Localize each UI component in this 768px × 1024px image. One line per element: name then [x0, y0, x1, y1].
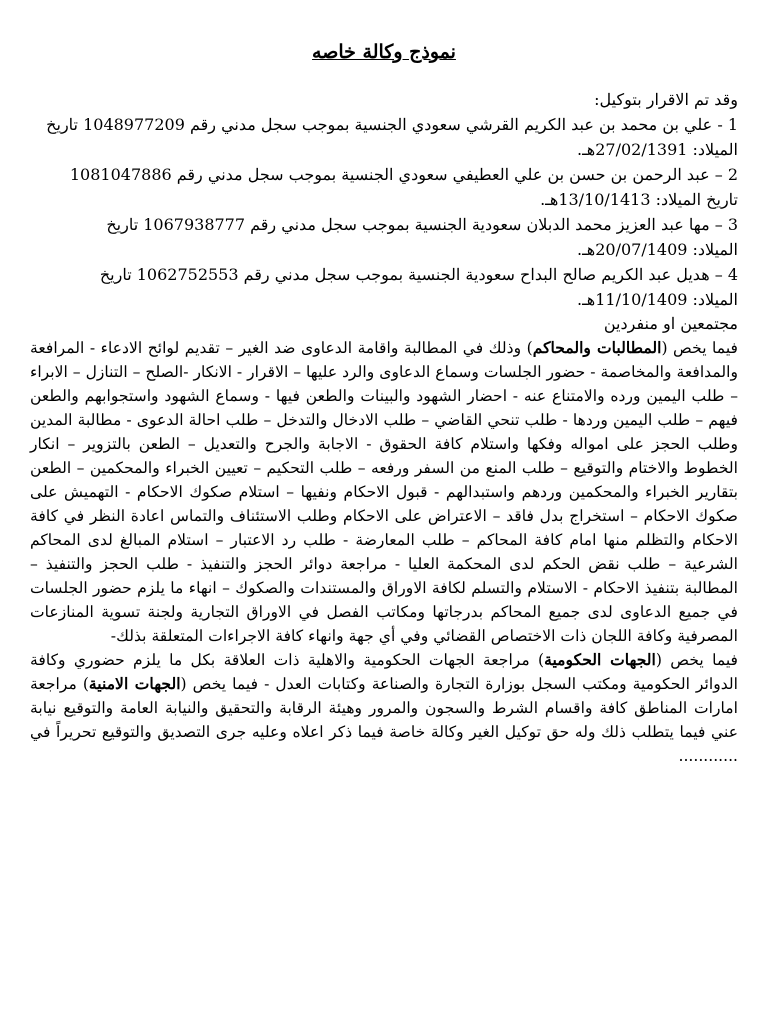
party-1-line-2: الميلاد: 27/02/1391هـ.: [577, 140, 738, 159]
body-p1-bold: المطالبات والمحاكم: [532, 338, 662, 357]
body-p1-post: ) وذلك في المطالبة واقامة الدعاوى ضد الغير – تقديم لوائح الادعاء - المرافعة والمدافعة والمخاصمة - حضور الجلسات وسماع الدعاوى والرد عليها – الاقرار - الانكار -الصلح – التنازل – الابراء – طلب اليمين ورده والامتناع عنه - احضار الشهود والبينات والطعن فيها - وسماع الشهود واستجوابهم والطعن فيهم – طلب اليمين وردها - طلب تنحي القاضي – طلب الادخال والتدخل – طلب احالة الدعوى - مطالبة المدين وطلب الحجز على امواله وفكها واستلام كافة الحقوق - الاجابة والجرح والتعديل – الطعن بالتزوير – انكار الخطوط والاختام والتوقيع – طلب المنع من السفر ورفعه – طلب التحكيم – تعيين الخبراء والمحكمين – الطعن بتقارير الخبراء والمحكمين وردهم واستبدالهم - قبول الاحكام ونفيها – استلام صكوك الاحكام - التهميش على صكوك الاحكام – استخراج بدل فاقد – الاعتراض على الاحكام وطلب الاستئناف والتماس اعادة النظر في كافة الاحكام والتظلم منها امام كافة المحاكم – طلب المعارضة - طلب رد الاعتبار – استلام المبالغ لدى المحاكم الشرعية – طلب نقض الحكم لدى المحكمة العليا - مراجعة دوائر الحجز والتنفيذ - طلب الحجز والتنفيذ – المطالبة بتنفيذ الاحكام - الاستلام والتسلم لكافة الاوراق والمستندات والصكوك – انهاء ما يلزم حضور الجلسات في جميع الدعاوى لدى جميع المحاكم بدرجاتها ومكاتب الفصل في الاوراق التجارية ولجنة تسوية المنازعات المصرفية وكافة اللجان ذات الاختصاص القضائي وفي أي جهة وانهاء كافة الاجراءات المتعلقة بذلك-: [30, 339, 738, 645]
party-2-line-2: تاريخ الميلاد: 13/10/1413هـ.: [540, 190, 738, 209]
body-paragraph: [30, 336, 738, 768]
body-p2-pre: فيما يخص (: [655, 651, 738, 669]
parties-list: [30, 112, 738, 312]
body-p2-post: ) مراجعة امارات المناطق كافة واقسام الشرط والسجون والمرور وهيئة الرقابة والتحقيق والنيابة العامة والتوقيع نيابة عني فيما يتطلب ذلك وله حق توكيل الغير وكالة خاصة فيما ذكر اعلاه وعليه جرى التصديق والتوقيع تحريراً في ............: [30, 675, 738, 765]
party-4-line-2: الميلاد: 11/10/1409هـ.: [577, 290, 738, 309]
party-3-line-1: 3 – مها عبد العزيز محمد الدبلان سعودية الجنسية بموجب سجل مدني رقم 1067938777 تاريخ: [106, 215, 738, 234]
body-p1-pre: فيما يخص (: [661, 339, 738, 357]
body-p2-mid: ) مراجعة الجهات الحكومية والاهلية ذات العلاقة بكل ما يلزم حضوري وكافة الدوائر الحكومية ومكتب السجل بوزارة التجارة والصناعة وكتابات العدل - فيما يخص (: [30, 651, 738, 693]
body-p2-bold: الجهات الحكومية: [544, 650, 656, 669]
party-3-line-2: الميلاد: 20/07/1409هـ.: [577, 240, 738, 259]
intro-line: وقد تم الاقرار بتوكيل:: [594, 90, 738, 109]
jointly-line: مجتمعين او منفردين: [603, 314, 738, 333]
party-2-line-1: 2 – عبد الرحمن بن حسن بن علي العطيفي سعودي الجنسية بموجب سجل مدني رقم 1081047886: [69, 165, 738, 184]
party-4-line-1: 4 – هديل عبد الكريم صالح البداح سعودية الجنسية بموجب سجل مدني رقم 1062752553 تاريخ: [99, 265, 738, 284]
body-p2-bold2: الجهات الامنية: [88, 674, 181, 693]
page-title: نموذج وكالة خاصه: [312, 41, 456, 63]
party-1-line-1: 1 - علي بن محمد بن عبد الكريم القرشي سعودي الجنسية بموجب سجل مدني رقم 1048977209 تاريخ: [46, 115, 738, 134]
